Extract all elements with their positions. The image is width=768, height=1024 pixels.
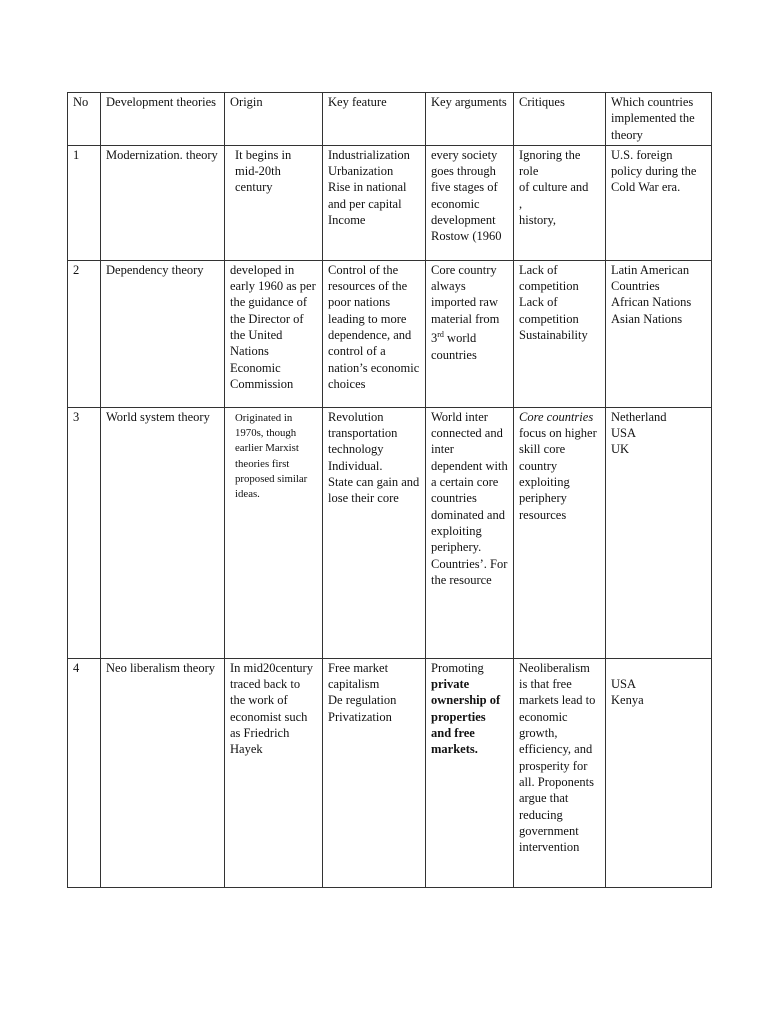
countries-cell: U.S. foreign policy during the Cold War era. bbox=[606, 145, 712, 260]
theory-cell: Dependency theory bbox=[101, 260, 225, 407]
header-cell: Development theories bbox=[101, 93, 225, 146]
row-number-cell: 4 bbox=[68, 658, 101, 887]
countries-cell: USA Kenya bbox=[606, 658, 712, 887]
header-cell: Key arguments bbox=[426, 93, 514, 146]
critiques-cell: Neoliberalism is that free markets lead to economic growth, efficiency, and prosperity for all. Proponents argue that reducing government intervention bbox=[514, 658, 606, 887]
key-arguments-cell: World inter connected and inter dependent with a certain core countries dominated and exploiting periphery. Countries’. For the resource bbox=[426, 407, 514, 658]
key-feature-cell: Free market capitalism De regulation Privatization bbox=[323, 658, 426, 887]
table-header-row bbox=[68, 93, 712, 146]
row-number-cell: 2 bbox=[68, 260, 101, 407]
key-feature-cell: Industrialization Urbanization Rise in national and per capital Income bbox=[323, 145, 426, 260]
countries-cell: Latin American Countries African Nations Asian Nations bbox=[606, 260, 712, 407]
header-cell: Key feature bbox=[323, 93, 426, 146]
critiques-cell: Core countries focus on higher skill core country exploiting periphery resources bbox=[514, 407, 606, 658]
header-cell: Origin bbox=[225, 93, 323, 146]
table-row bbox=[68, 407, 712, 658]
table-row bbox=[68, 260, 712, 407]
header-cell: Which countries implemented the theory bbox=[606, 93, 712, 146]
row-number-cell: 1 bbox=[68, 145, 101, 260]
table-row bbox=[68, 658, 712, 887]
origin-cell: In mid20century traced back to the work of economist such as Friedrich Hayek bbox=[225, 658, 323, 887]
theory-cell: World system theory bbox=[101, 407, 225, 658]
origin-cell: Originated in 1970s, though earlier Marxist theories first proposed similar ideas. bbox=[225, 407, 323, 658]
key-feature-cell: Revolution transportation technology Individual. State can gain and lose their core bbox=[323, 407, 426, 658]
header-cell: No bbox=[68, 93, 101, 146]
critiques-cell: Lack of competition Lack of competition Sustainability bbox=[514, 260, 606, 407]
key-feature-cell: Control of the resources of the poor nations leading to more dependence, and control of a nation’s economic choices bbox=[323, 260, 426, 407]
key-arguments-cell: every society goes through five stages of economic development Rostow (1960 bbox=[426, 145, 514, 260]
theory-cell: Modernization. theory bbox=[101, 145, 225, 260]
key-arguments-cell: Core country always imported raw material from 3rd world countries bbox=[426, 260, 514, 407]
theory-cell: Neo liberalism theory bbox=[101, 658, 225, 887]
header-cell: Critiques bbox=[514, 93, 606, 146]
key-arguments-cell: Promoting private ownership of properties and free markets. bbox=[426, 658, 514, 887]
countries-cell: Netherland USA UK bbox=[606, 407, 712, 658]
development-theories-table bbox=[67, 92, 712, 888]
row-number-cell: 3 bbox=[68, 407, 101, 658]
origin-cell: It begins in mid-20th century bbox=[225, 145, 323, 260]
origin-cell: developed in early 1960 as per the guidance of the Director of the United Nations Economic Commission bbox=[225, 260, 323, 407]
critiques-cell: Ignoring the role of culture and , history, bbox=[514, 145, 606, 260]
table-row bbox=[68, 145, 712, 260]
